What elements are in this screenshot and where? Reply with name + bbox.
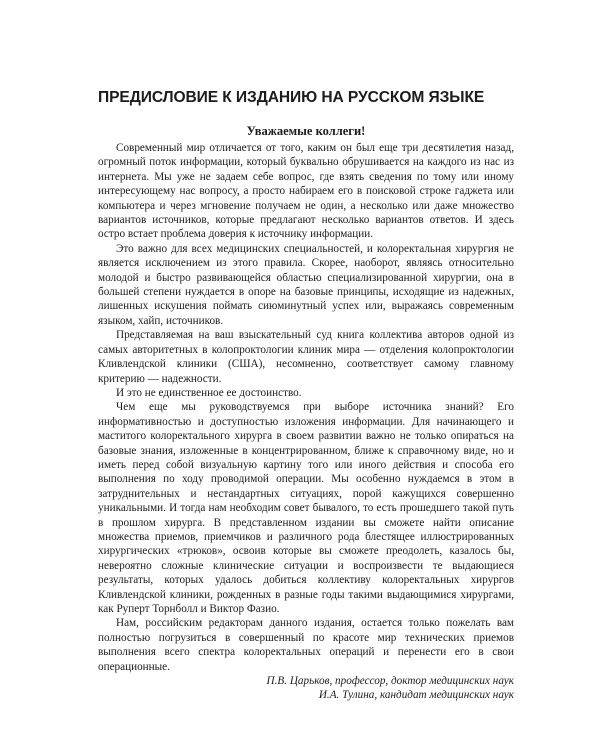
salutation: Уважаемые коллеги! [246,124,366,138]
document-page [98,88,514,703]
signatures [98,674,514,703]
body-text [98,141,514,674]
signature-line: И.А. Тулина, кандидат медицинских наук [318,689,514,702]
signature-line: П.В. Царьков, профессор, доктор медицинских наук [266,675,514,688]
page-title: ПРЕДИСЛОВИЕ К ИЗДАНИЮ НА РУССКОМ ЯЗЫКЕ [98,89,485,106]
paragraph: Чем еще мы руководствуемся при выборе источника знаний? Его информативностью и доступностью изложения информации. Для начинающего и маститого колоректального хирурга в своем развитии важно не только опираться на базовые знания, изложенные в концентрированном, ближе к справочному виде, но и иметь перед собой визуальную картину того или иного действия и способа его выполнения по ходу проводимой операции. Мы особенно нуждаемся в этом в затруднительных и нестандартных ситуациях, порой кажущихся совершенно уникальными. И тогда нам необходим совет бывалого, то есть прошедшего такой путь в прошлом хирурга. В представленном издании вы сможете найти описание множества приемов, приемчиков и различного рода блестящее иллюстрированных хирургических «трюков», освоив которые вы сможете преодолеть, казалось бы, невероятно сложные клинические ситуации и воспроизвести те выдающиеся результаты, которых удалось добиться коллективу колоректальных хирургов Кливлендской клиники, рожденных в разные годы такими выдающимися хирургами, как Руперт Торнболл и Виктор Фазио. [98,401,514,615]
paragraph: И это не единственное ее достоинство. [116,386,302,399]
paragraph: Представляемая на ваш взыскательный суд книга коллектива авторов одной из самых авторитетных в колопроктологии клиник мира — отделения колопроктологии Кливлендской клиники (США), несомненно, соответствует самому главному критерию — надежности. [98,329,514,385]
paragraph: Современный мир отличается от того, каким он был еще три десятилетия назад, огромный поток информации, который буквально обрушивается на каждого из нас из интернета. Мы уже не задаем себе вопрос, где взять сведения по тому или иному интересующему нас вопросу, а просто набираем его в поисковой строке гаджета или компьютера и через мгновение получаем не один, а несколько или даже множество вариантов источников, которые предлагают несколько вариантов ответов. И здесь остро встает проблема доверия к источнику информации. [98,142,514,241]
paragraph: Нам, российским редакторам данного издания, остается только пожелать вам полностью погрузиться в совершенный по красоте мир технических приемов выполнения всего спектра колоректальных операций и перенести его в свои операционные. [98,617,514,673]
paragraph: Это важно для всех медицинских специальностей, и колоректальная хирургия не является исключением из этого правила. Скорее, наоборот, являясь относительно молодой и быстро развивающейся областью специализированной хирургии, она в большей степени нуждается в опоре на базовые принципы, исходящие из надежных, лишенных искушения поймать сиюминутный успех или, выражаясь современным языком, хайп, источников. [98,242,514,327]
